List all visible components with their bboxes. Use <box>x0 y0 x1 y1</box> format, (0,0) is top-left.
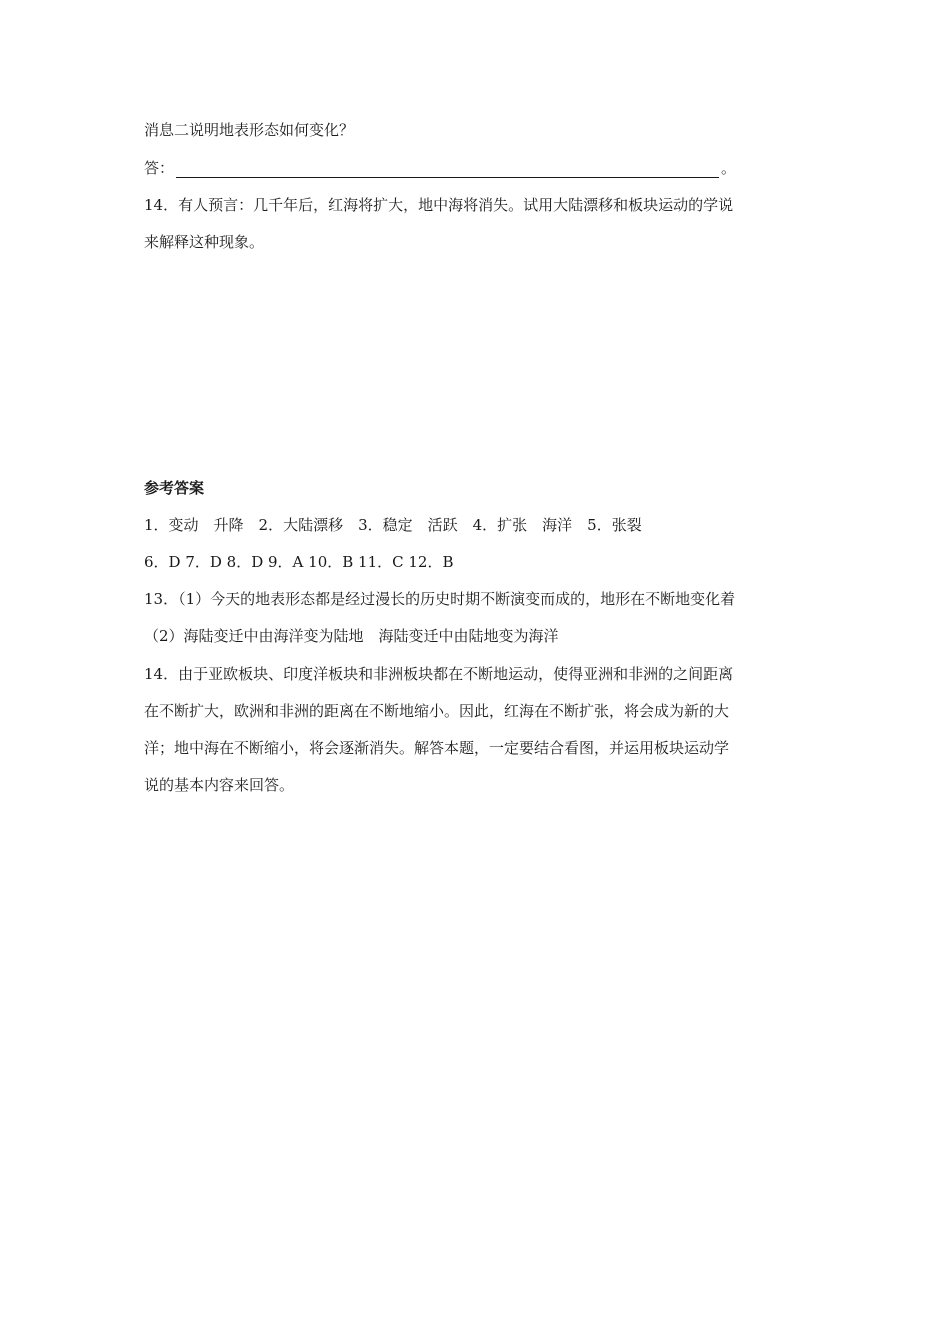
answer-line-6: 在不断扩大，欧洲和非洲的距离在不断地缩小。因此，红海在不断扩张，将会成为新的大 <box>144 702 730 720</box>
answer-line-3: 13．（1）今天的地表形态都是经过漫长的历史时期不断演变而成的，地形在不断地变化着 <box>144 590 736 608</box>
answer-blank-line <box>144 158 736 178</box>
answer-line-2: 6．D 7．D 8．D 9．A 10．B 11．C 12．B <box>144 553 454 571</box>
answer-label: 答： <box>144 159 175 177</box>
answer-blank[interactable] <box>176 163 719 178</box>
answer-line-5: 14．由于亚欧板块、印度洋板块和非洲板块都在不断地运动，使得亚洲和非洲的之间距离 <box>144 665 734 683</box>
question-14-line-2: 来解释这种现象。 <box>144 233 265 251</box>
answer-end-mark: 。 <box>721 159 737 177</box>
answer-line-7: 洋；地中海在不断缩小，将会逐渐消失。解答本题，一定要结合看图，并运用板块运动学 <box>144 739 730 757</box>
answer-line-4: （2）海陆变迁中由海洋变为陆地 海陆变迁中由陆地变为海洋 <box>144 627 559 645</box>
reference-answers-heading: 参考答案 <box>144 479 205 497</box>
question-14-line-1: 14．有人预言：几千年后，红海将扩大，地中海将消失。试用大陆漂移和板块运动的学说 <box>144 196 734 214</box>
question-text-message-two: 消息二说明地表形态如何变化？ <box>144 121 355 139</box>
answer-line-1: 1．变动 升降 2．大陆漂移 3．稳定 活跃 4．扩张 海洋 5．张裂 <box>144 516 642 534</box>
answer-line-8: 说的基本内容来回答。 <box>144 776 295 794</box>
